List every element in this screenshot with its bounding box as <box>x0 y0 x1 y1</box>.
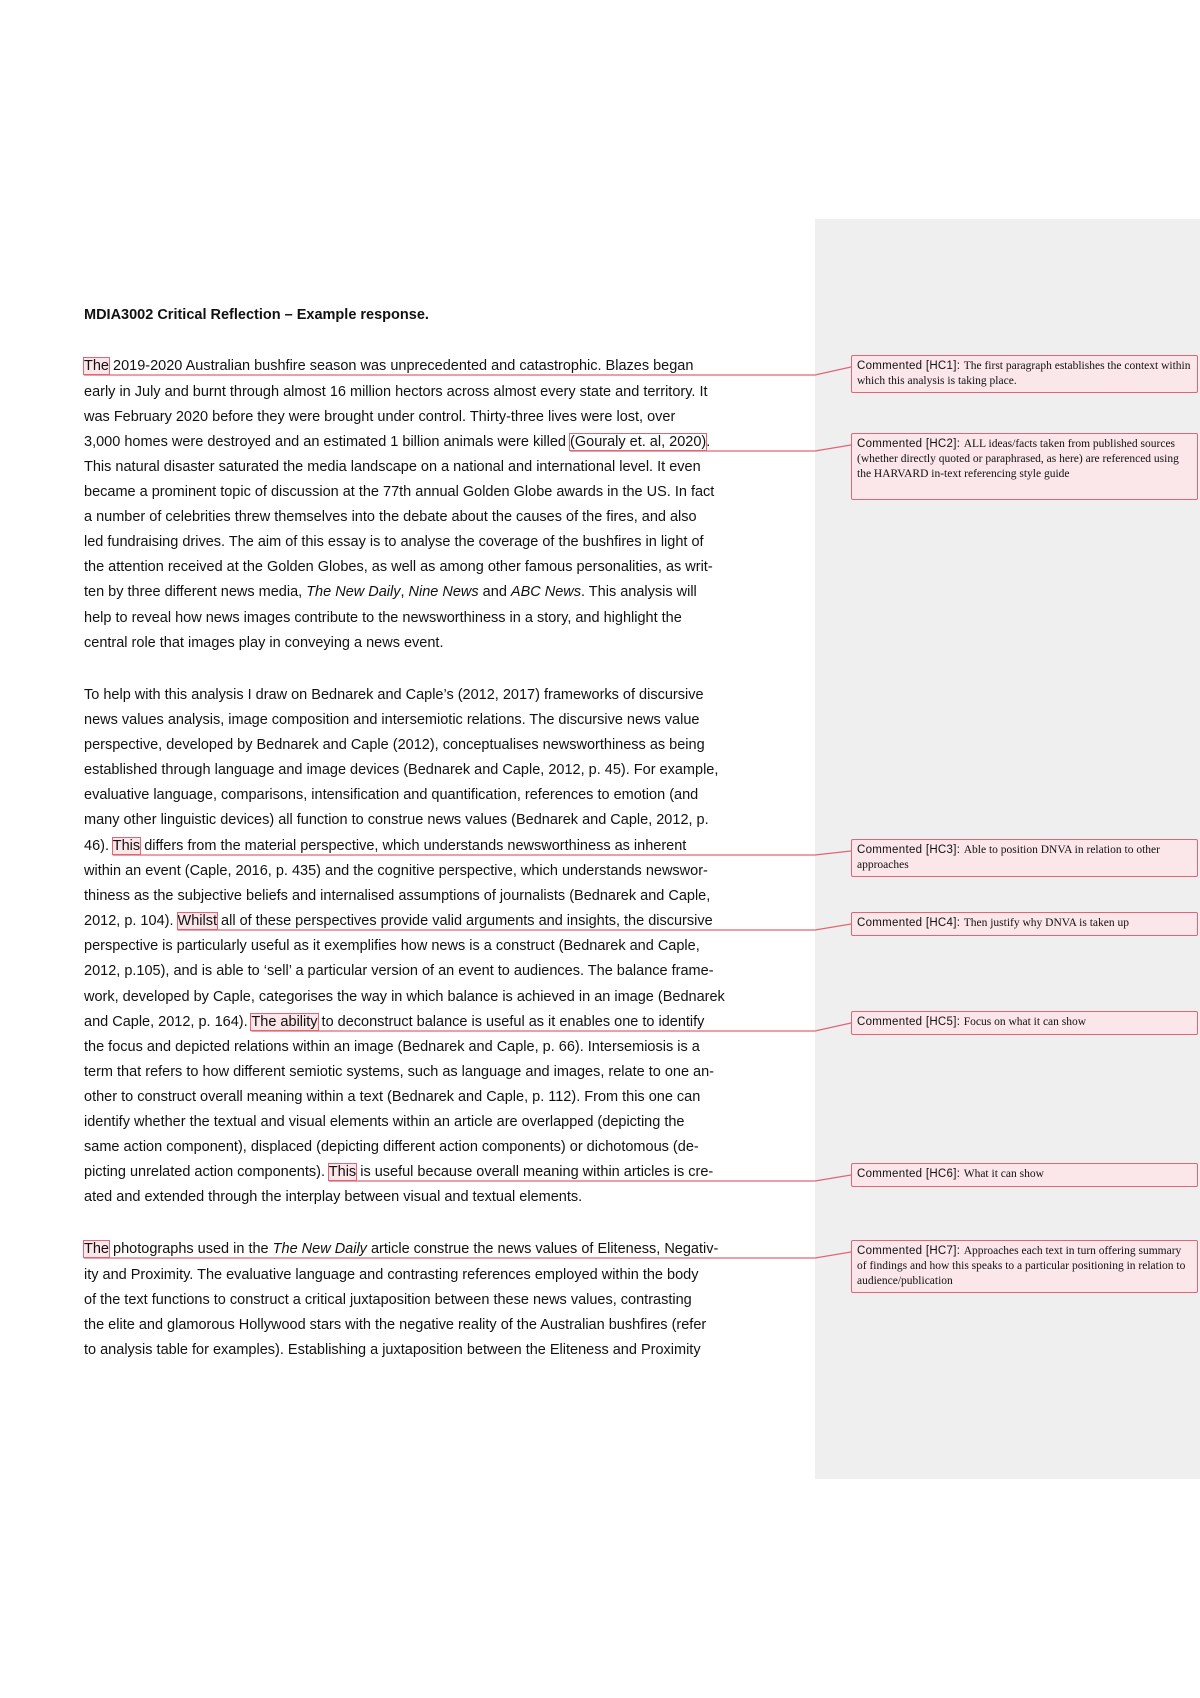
line-text: and Caple, 2012, p. 164). <box>84 1014 252 1030</box>
comment-anchor-highlight: The ability <box>251 1014 318 1030</box>
italic-title: ABC News <box>510 584 582 600</box>
line-text: work, developed by Caple, categorises the way in which balance is achieved in an image (Bednarek <box>84 989 725 1005</box>
line-text: . This analysis will <box>581 584 697 600</box>
line-text: the focus and depicted relations within an image (Bednarek and Caple, p. 66). Intersemiosis is a <box>84 1039 700 1055</box>
italic-title: Nine News <box>408 584 479 600</box>
comment-anchor-highlight: This <box>328 1164 357 1180</box>
comment-5[interactable] <box>851 1011 1198 1035</box>
line-text: perspective, developed by Bednarek and Caple (2012), conceptualises newsworthiness as being <box>84 737 705 753</box>
line-text: other to construct overall meaning within a text (Bednarek and Caple, p. 112). From this one can <box>84 1089 701 1105</box>
line-text: news values analysis, image composition and intersemiotic relations. The discursive news value <box>84 712 700 728</box>
comment-tag: Commented [HC6]: <box>857 1168 964 1180</box>
line-text: many other linguistic devices) all function to construe news values (Bednarek and Caple, 2012, p. <box>84 812 709 828</box>
line-text: central role that images play in conveying a news event. <box>84 635 444 651</box>
comment-anchor-highlight: This <box>112 838 141 854</box>
line-text: ity and Proximity. The evaluative language and contrasting references employed within the body <box>84 1267 699 1283</box>
comment-tag: Commented [HC5]: <box>857 1016 964 1028</box>
line-text: thiness as the subjective beliefs and internalised assumptions of journalists (Bednarek and Caple, <box>84 888 711 904</box>
line-text: 3,000 homes were destroyed and an estimated 1 billion animals were killed <box>84 434 571 450</box>
line-text: 2012, p. 104). <box>84 913 178 929</box>
comment-4[interactable] <box>851 912 1198 936</box>
comment-text: ALL ideas/facts taken from published sources (whether directly quoted or paraphrased, as here) are referenced using the HARVARD in-text referencing style guide <box>857 438 1179 480</box>
document-title: MDIA3002 Critical Reflection – Example response. <box>84 307 429 323</box>
line-text: and <box>478 584 511 600</box>
line-text: to analysis table for examples). Establishing a juxtaposition between the Eliteness and Proximity <box>84 1342 701 1358</box>
comment-text: Able to position DNVA in relation to other approaches <box>857 844 1160 871</box>
line-text: led fundraising drives. The aim of this essay is to analyse the coverage of the bushfires in light of <box>84 534 704 550</box>
citation-highlight: (Gouraly et. al, 2020) <box>570 434 707 450</box>
line-text: 46). <box>84 838 113 854</box>
comment-text: The first paragraph establishes the context within which this analysis is taking place. <box>857 360 1191 387</box>
line-text: ated and extended through the interplay between visual and textual elements. <box>84 1189 583 1205</box>
leader-line <box>570 445 851 451</box>
line-text: was February 2020 before they were brought under control. Thirty-three lives were lost, over <box>84 409 676 425</box>
line-text: 2019-2020 Australian bushfire season was unprecedented and catastrophic. Blazes began <box>109 358 694 374</box>
line-text: to deconstruct balance is useful as it enables one to identify <box>317 1014 705 1030</box>
comment-text: Then justify why DNVA is taken up <box>963 917 1129 929</box>
line-text: picting unrelated action components). <box>84 1164 329 1180</box>
comment-tag: Commented [HC4]: <box>857 917 964 929</box>
line-text: ten by three different news media, <box>84 584 307 600</box>
line-text: established through language and image devices (Bednarek and Caple, 2012, p. 45). For example, <box>84 762 719 778</box>
line-text: evaluative language, comparisons, intensification and quantification, references to emotion (and <box>84 787 699 803</box>
line-text: the elite and glamorous Hollywood stars with the negative reality of the Australian bushfires (refer <box>84 1317 707 1333</box>
leader-line <box>178 924 851 930</box>
comment-1[interactable] <box>851 355 1198 393</box>
line-text: identify whether the textual and visual elements within an article are overlapped (depicting the <box>84 1114 685 1130</box>
comment-6[interactable] <box>851 1163 1198 1187</box>
comment-3[interactable] <box>851 839 1198 877</box>
comment-tag: Commented [HC7]: <box>857 1245 964 1257</box>
comment-anchor-highlight: The <box>84 358 109 374</box>
comment-text: Approaches each text in turn offering summary of findings and how this speaks to a particular positioning in relation to audience/publication <box>857 1245 1186 1287</box>
line-text: 2012, p.105), and is able to ‘sell’ a particular version of an event to audiences. The balance frame- <box>84 963 714 979</box>
comment-anchor-highlight: The <box>84 1241 109 1257</box>
line-text: of the text functions to construct a critical juxtaposition between these news values, contrasting <box>84 1292 692 1308</box>
comment-anchor-highlight: Whilst <box>177 913 217 929</box>
italic-title: The New Daily <box>306 584 401 600</box>
line-text: differs from the material perspective, which understands newsworthiness as inherent <box>140 838 687 854</box>
line-text: To help with this analysis I draw on Bednarek and Caple’s (2012, 2017) frameworks of discursive <box>84 687 704 703</box>
line-text: , <box>400 584 409 600</box>
line-text: became a prominent topic of discussion at the 77th annual Golden Globe awards in the US. In fact <box>84 484 715 500</box>
leader-line <box>84 367 851 375</box>
comment-tag: Commented [HC1]: <box>857 360 964 372</box>
line-text: is useful because overall meaning within articles is cre- <box>356 1164 714 1180</box>
line-text: article construe the news values of Eliteness, Negativ- <box>366 1241 719 1257</box>
line-text: a number of celebrities threw themselves into the debate about the causes of the fires, and also <box>84 509 697 525</box>
line-text: perspective is particularly useful as it exemplifies how news is a construct (Bednarek and Caple, <box>84 938 700 954</box>
comment-text: What it can show <box>963 1168 1044 1180</box>
line-text: same action component), displaced (depicting different action components) or dichotomous (de- <box>84 1139 699 1155</box>
line-text: help to reveal how news images contribute to the newsworthiness in a story, and highlight the <box>84 610 682 626</box>
line-text: early in July and burnt through almost 16 million hectors across almost every state and territory. It <box>84 384 708 400</box>
comment-tag: Commented [HC3]: <box>857 844 964 856</box>
line-text: This natural disaster saturated the media landscape on a national and international level. It even <box>84 459 701 475</box>
line-text: the attention received at the Golden Globes, as well as among other famous personalities, as writ- <box>84 559 713 575</box>
leader-line <box>84 1252 851 1258</box>
leader-line <box>251 1023 851 1031</box>
line-text: within an event (Caple, 2016, p. 435) and the cognitive perspective, which understands newswor- <box>84 863 708 879</box>
leader-line <box>113 851 851 855</box>
comment-tag: Commented [HC2]: <box>857 438 964 450</box>
comment-2[interactable] <box>851 433 1198 500</box>
leader-line <box>329 1175 851 1181</box>
line-text: photographs used in the <box>109 1241 273 1257</box>
line-text: all of these perspectives provide valid arguments and insights, the discursive <box>217 913 713 929</box>
line-text: . <box>706 434 711 450</box>
italic-title: The New Daily <box>272 1241 367 1257</box>
comment-text: Focus on what it can show <box>963 1016 1087 1028</box>
line-text: term that refers to how different semiotic systems, such as language and images, relate to one an- <box>84 1064 714 1080</box>
comment-7[interactable] <box>851 1240 1198 1293</box>
